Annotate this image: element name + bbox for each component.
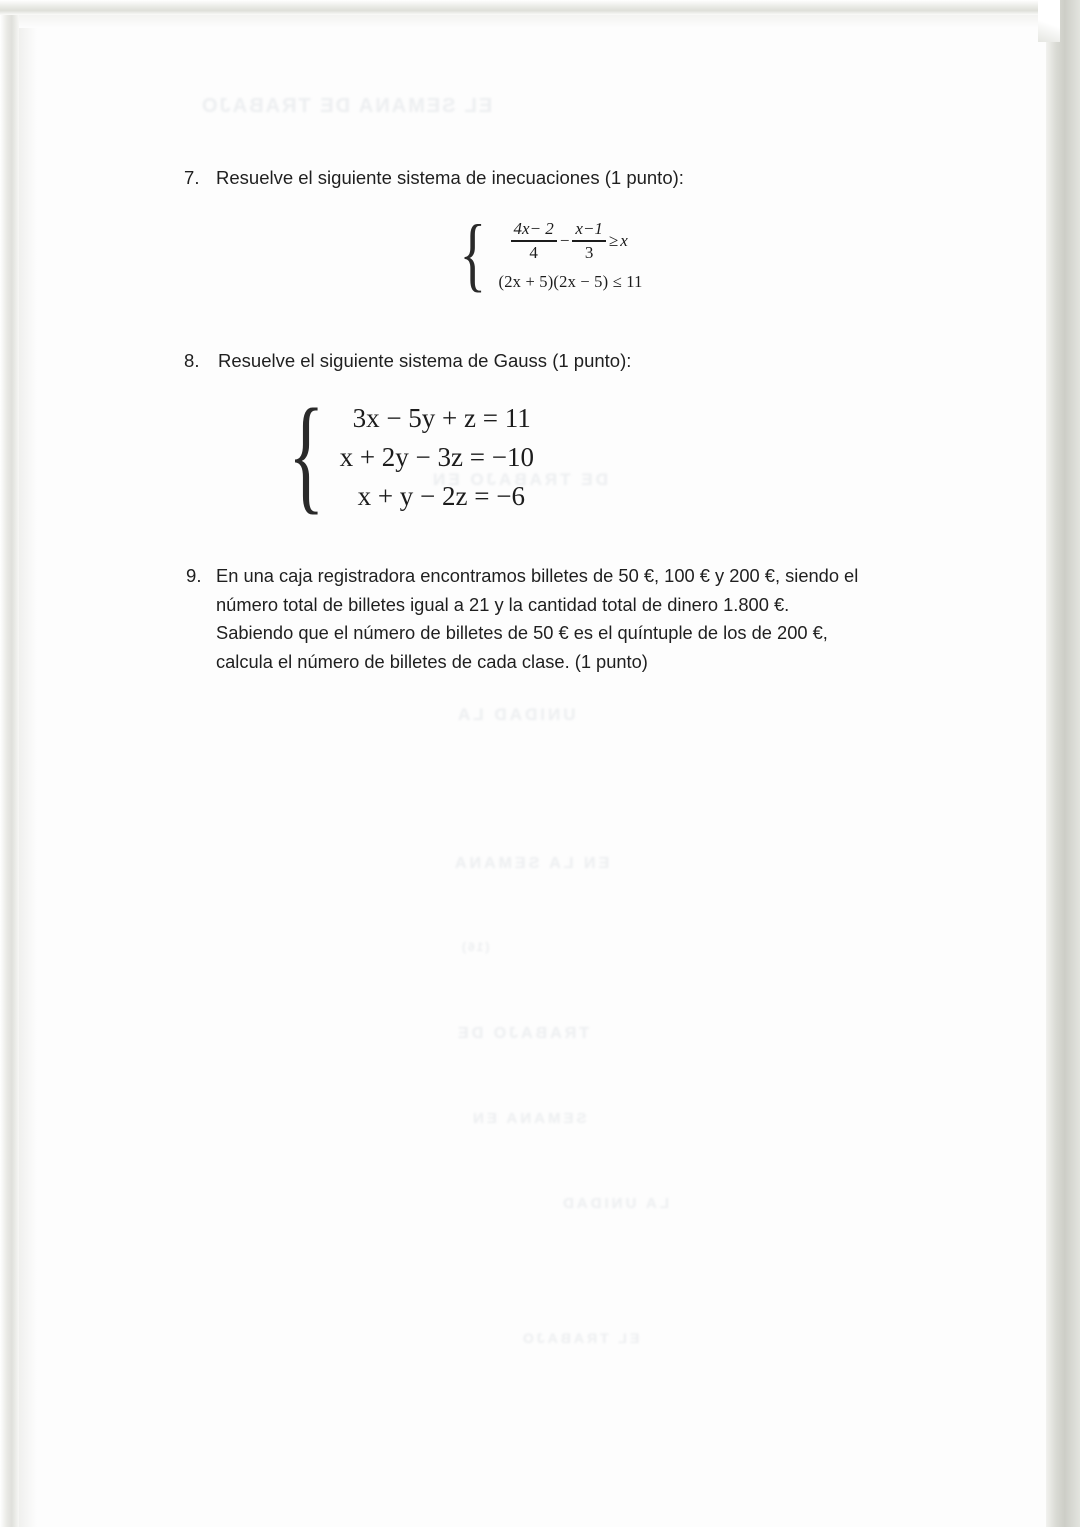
system-brace: { [459, 208, 487, 301]
equation-row: x + y − 2z = −6 [357, 481, 525, 511]
fraction-1 [511, 219, 557, 263]
bleed-through-mark: EL TRABAJO [520, 1330, 640, 1346]
question-9-line: número total de billetes igual a 21 y la cantidad total de dinero 1.800 €. [216, 593, 790, 615]
page-inner-shadow-left [19, 14, 37, 1527]
bleed-through-mark: EL SEMANA DE TRABAJO [200, 95, 493, 117]
fraction-2 [572, 219, 606, 263]
question-9-line: Sabiendo que el número de billetes de 50 € es el quíntuple de los de 200 €, [216, 622, 828, 643]
fraction-1-denominator: 4 [529, 242, 538, 262]
bleed-through-mark: TRABAJO DE [455, 1025, 590, 1042]
question-prompt-9 [216, 562, 858, 676]
bleed-through-mark: EN LA SEMANA [452, 855, 610, 872]
system-brace: { [288, 382, 325, 526]
minus-operator: − [559, 231, 570, 250]
inequality-line-1 [493, 216, 643, 266]
question-number-7: 7. [184, 167, 200, 188]
question-item-8 [184, 347, 924, 374]
right-hand-side: x [620, 231, 628, 250]
bleed-through-mark: UNIDAD LA [455, 705, 576, 724]
fraction-1-numerator: 4x− 2 [513, 219, 554, 239]
gauss-system-8 [277, 382, 534, 526]
equation-row: 3x − 5y + z = 11 [352, 403, 531, 433]
fraction-2-numerator: x−1 [575, 219, 603, 239]
question-prompt-8: Resuelve el siguiente sistema de Gauss (1 punto): [218, 350, 632, 371]
page-edge-top [0, 0, 1080, 15]
bleed-through-mark: LA UNIDAD [560, 1195, 669, 1212]
equation-row: x + 2y − 3z = −10 [339, 442, 534, 472]
question-number-9: 9. [186, 565, 202, 586]
page-corner-fold [1038, 0, 1060, 42]
question-item-9 [186, 562, 908, 676]
page-edge-right [1046, 0, 1080, 1527]
inequality-line-2: (2x + 5)(2x − 5) ≤ 11 [498, 272, 643, 291]
bleed-through-mark: SEMANA EN [470, 1110, 587, 1127]
bleed-through-mark: DE TRABAJO EN [430, 470, 608, 489]
page-edge-left [0, 0, 19, 1527]
question-9-line: En una caja registradora encontramos billetes de 50 €, 100 € y 200 €, siendo el [216, 565, 859, 586]
fraction-2-denominator: 3 [584, 242, 594, 262]
relation-symbol: ≥ [608, 231, 619, 250]
question-number-8: 8. [184, 350, 200, 371]
bleed-through-mark: (16) [460, 940, 490, 954]
question-prompt-7: Resuelve el siguiente sistema de inecuaciones (1 punto): [216, 167, 684, 188]
page-inner-shadow-top [19, 14, 1046, 28]
question-item-7 [184, 164, 924, 191]
question-9-line: calcula el número de billetes de cada clase. (1 punto) [216, 650, 648, 672]
inequality-system-7 [455, 208, 643, 301]
